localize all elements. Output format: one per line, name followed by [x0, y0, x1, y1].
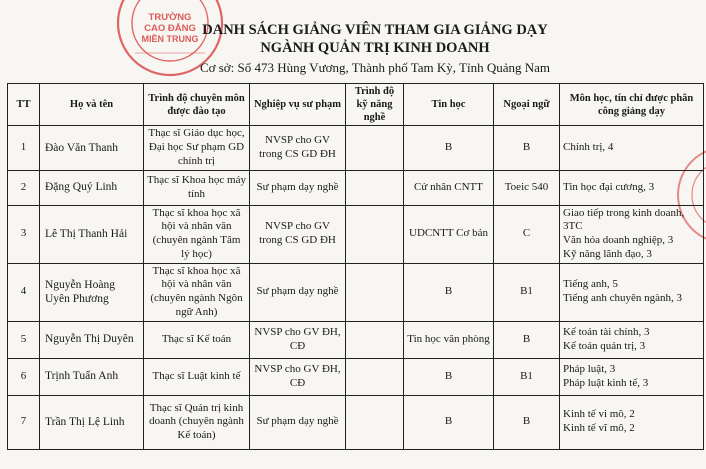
cell-subjects	[560, 263, 704, 321]
cell-tt: 5	[8, 321, 40, 358]
subject-line: Pháp luật, 3	[563, 362, 616, 375]
table-row	[8, 126, 704, 170]
cell-pedagogy: NVSP cho GV ĐH, CĐ	[250, 321, 346, 358]
subject-line: Kỹ năng lãnh đạo, 3	[563, 247, 652, 260]
cell-subjects	[560, 395, 704, 449]
cell-it: B	[404, 358, 494, 395]
col-header-language: Ngoại ngữ	[494, 84, 560, 126]
cell-degree: Thạc sĩ Quản trị kinh doanh (chuyên ngành Kế toán)	[144, 395, 250, 449]
table-row	[8, 321, 704, 358]
cell-tt: 1	[8, 126, 40, 170]
cell-pedagogy: NVSP cho GV trong CS GD ĐH	[250, 126, 346, 170]
cell-skill	[346, 126, 404, 170]
col-header-subjects: Môn học, tín chỉ được phân công giảng dạy	[560, 84, 704, 126]
subject-line: Văn hóa doanh nghiệp, 3	[563, 234, 674, 247]
subject-line: Kinh tế vĩ mô, 2	[563, 422, 635, 435]
cell-subjects	[560, 126, 704, 170]
cell-pedagogy: NVSP cho GV trong CS GD ĐH	[250, 205, 346, 263]
cell-subjects	[560, 205, 704, 263]
cell-degree: Thạc sĩ Kế toán	[144, 321, 250, 358]
cell-degree: Thạc sĩ Khoa học máy tính	[144, 170, 250, 205]
cell-skill	[346, 395, 404, 449]
col-header-degree: Trình độ chuyên môn được đào tạo	[144, 84, 250, 126]
cell-it: UDCNTT Cơ bản	[404, 205, 494, 263]
cell-subjects	[560, 358, 704, 395]
subject-line: Chính trị, 4	[563, 141, 614, 154]
document-subtitle-address: Cơ sở: Số 473 Hùng Vương, Thành phố Tam Kỳ, Tỉnh Quảng Nam	[199, 60, 551, 75]
lecturer-table	[7, 83, 704, 450]
table-row	[8, 263, 704, 321]
svg-text:MIỀN TRUNG: MIỀN TRUNG	[141, 34, 199, 44]
cell-language: C	[494, 205, 560, 263]
cell-it: B	[404, 126, 494, 170]
col-header-it: Tin học	[404, 84, 494, 126]
table-row	[8, 205, 704, 263]
subject-line: Tiếng anh, 5	[563, 278, 618, 291]
document-header	[0, 0, 706, 84]
cell-tt: 4	[8, 263, 40, 321]
table-row	[8, 170, 704, 205]
table-row	[8, 358, 704, 395]
cell-it: Cử nhân CNTT	[404, 170, 494, 205]
cell-pedagogy: Sư phạm dạy nghề	[250, 395, 346, 449]
subject-line: Tin học đại cương, 3	[563, 180, 655, 193]
cell-name: Đào Văn Thanh	[40, 126, 144, 170]
document-title-line1: DANH SÁCH GIẢNG VIÊN THAM GIA GIẢNG DẠY	[202, 22, 548, 38]
cell-tt: 7	[8, 395, 40, 449]
cell-degree: Thạc sĩ Giáo dục học, Đại học Sư phạm GD chính trị	[144, 126, 250, 170]
cell-pedagogy: Sư phạm dạy nghề	[250, 263, 346, 321]
subject-line: Kế toán tài chính, 3	[563, 325, 650, 338]
cell-it: Tin học văn phòng	[404, 321, 494, 358]
cell-skill	[346, 321, 404, 358]
cell-pedagogy: Sư phạm dạy nghề	[250, 170, 346, 205]
cell-skill	[346, 358, 404, 395]
cell-skill	[346, 170, 404, 205]
col-header-name: Họ và tên	[40, 84, 144, 126]
cell-skill	[346, 263, 404, 321]
cell-tt: 6	[8, 358, 40, 395]
cell-skill	[346, 205, 404, 263]
subject-line: Giao tiếp trong kinh doanh, 3TC	[563, 206, 685, 233]
cell-name: Đặng Quý Linh	[40, 170, 144, 205]
cell-subjects	[560, 170, 704, 205]
col-header-tt: TT	[8, 84, 40, 126]
cell-degree: Thạc sĩ khoa học xã hội và nhân văn (chuyên ngành Ngôn ngữ Anh)	[144, 263, 250, 321]
cell-name: Lê Thị Thanh Hải	[40, 205, 144, 263]
cell-language: B	[494, 395, 560, 449]
cell-it: B	[404, 263, 494, 321]
cell-language: B	[494, 321, 560, 358]
col-header-skill: Trình độ kỹ năng nghề	[346, 84, 404, 126]
table-header-row	[8, 84, 704, 126]
cell-it: B	[404, 395, 494, 449]
cell-pedagogy: NVSP cho GV ĐH, CĐ	[250, 358, 346, 395]
cell-name: Trần Thị Lệ Linh	[40, 395, 144, 449]
subject-line: Kinh tế vi mô, 2	[563, 408, 635, 421]
cell-degree: Thạc sĩ khoa học xã hội và nhân văn (chuyên ngành Tâm lý học)	[144, 205, 250, 263]
cell-subjects	[560, 321, 704, 358]
document-title-line2: NGÀNH QUẢN TRỊ KINH DOANH	[260, 40, 490, 56]
subject-line: Kế toán quản trị, 3	[563, 339, 646, 352]
cell-name: Nguyễn Thị Duyên	[40, 321, 144, 358]
col-header-pedagogy: Nghiệp vụ sư phạm	[250, 84, 346, 126]
cell-degree: Thạc sĩ Luật kinh tế	[144, 358, 250, 395]
cell-language: B1	[494, 263, 560, 321]
cell-tt: 2	[8, 170, 40, 205]
subject-line: Tiếng anh chuyên ngành, 3	[563, 292, 683, 305]
cell-tt: 3	[8, 205, 40, 263]
cell-language: B1	[494, 358, 560, 395]
svg-text:CAO ĐẲNG: CAO ĐẲNG	[144, 23, 196, 34]
table-row	[8, 395, 704, 449]
cell-language: Toeic 540	[494, 170, 560, 205]
cell-name: Trịnh Tuấn Anh	[40, 358, 144, 395]
cell-language: B	[494, 126, 560, 170]
svg-text:TRƯỜNG: TRƯỜNG	[148, 12, 192, 23]
cell-name: Nguyễn Hoàng Uyên Phương	[40, 263, 144, 321]
subject-line: Pháp luật kinh tế, 3	[563, 376, 649, 389]
